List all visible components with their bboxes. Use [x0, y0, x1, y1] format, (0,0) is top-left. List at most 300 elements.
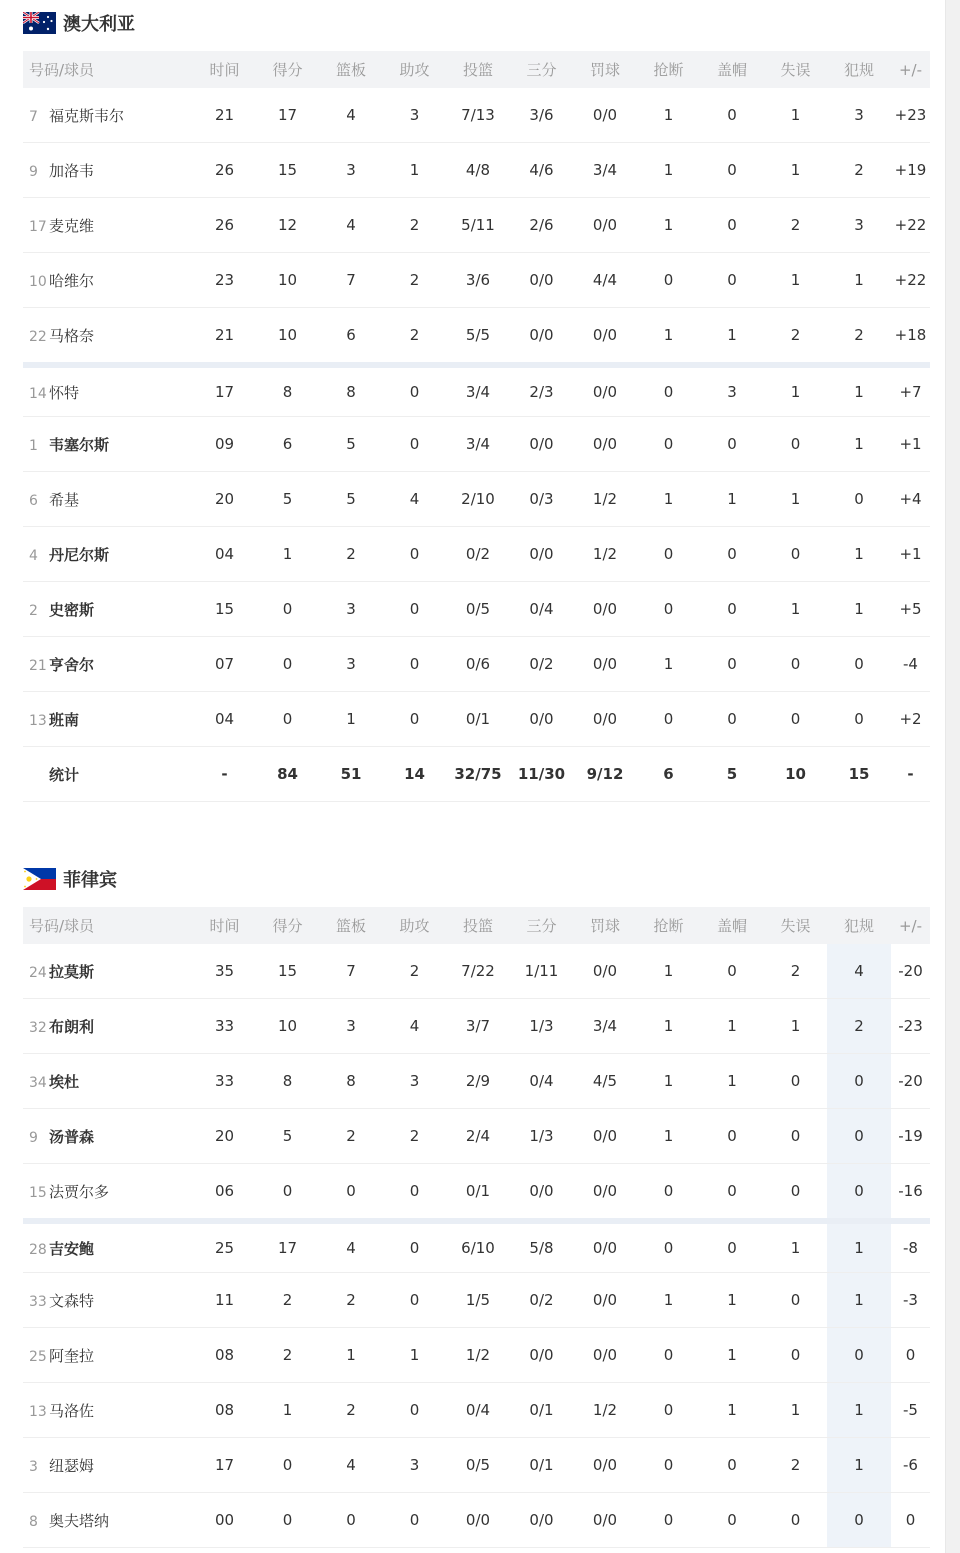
stat-cell: +18 — [891, 308, 930, 366]
stat-cell: 0/4 — [510, 582, 573, 637]
stat-cell: -4 — [891, 637, 930, 692]
total-stat-cell: 84 — [256, 747, 319, 802]
stat-cell: 0/5 — [446, 1438, 510, 1493]
stat-cell: +23 — [891, 88, 930, 143]
stat-cell: 0/0 — [510, 417, 573, 472]
column-header: 抢断 — [637, 907, 700, 944]
stat-cell: 0 — [827, 637, 891, 692]
stat-cell: 0 — [383, 692, 446, 747]
stat-cell: 0 — [383, 1493, 446, 1548]
stat-cell: 0 — [637, 692, 700, 747]
stat-cell: 0 — [827, 1164, 891, 1222]
player-name-link[interactable]: 马格奈 — [49, 326, 95, 345]
stat-cell: 0 — [700, 944, 764, 999]
player-cell — [23, 143, 193, 198]
stat-cell: 35 — [193, 944, 256, 999]
stat-cell: 0 — [891, 1493, 930, 1548]
stat-cell: 6/10 — [446, 1221, 510, 1273]
column-header: 得分 — [256, 51, 319, 88]
stat-cell: 17 — [256, 88, 319, 143]
stat-cell: 1 — [700, 1273, 764, 1328]
stat-cell: 0/1 — [446, 692, 510, 747]
player-row[interactable] — [23, 1438, 930, 1493]
jersey-number: 17 — [29, 218, 47, 235]
player-cell — [23, 1221, 193, 1273]
stat-cell: 0 — [383, 365, 446, 417]
player-name-link[interactable]: 埃杜 — [49, 1072, 80, 1091]
stat-cell: 4/8 — [446, 143, 510, 198]
stat-cell: 0 — [827, 1328, 891, 1383]
stat-cell: 2/3 — [510, 365, 573, 417]
player-name-link[interactable]: 汤普森 — [49, 1127, 95, 1146]
jersey-number: 13 — [29, 712, 47, 729]
stat-cell: -5 — [891, 1383, 930, 1438]
stat-cell: 1 — [700, 308, 764, 366]
stat-cell: 0/0 — [573, 198, 637, 253]
stat-cell: 0 — [383, 527, 446, 582]
stat-cell: 4 — [319, 88, 383, 143]
player-cell — [23, 308, 193, 366]
stat-cell: 2 — [256, 1273, 319, 1328]
stat-cell: 1 — [764, 143, 827, 198]
player-name-link[interactable]: 希基 — [49, 490, 80, 509]
stat-cell: 26 — [193, 198, 256, 253]
player-name-link[interactable]: 奥夫塔纳 — [49, 1511, 110, 1530]
player-row[interactable] — [23, 365, 930, 417]
stat-cell: 0 — [827, 1109, 891, 1164]
stat-cell: 2 — [764, 308, 827, 366]
player-cell — [23, 1273, 193, 1328]
stat-cell: 0/0 — [573, 1109, 637, 1164]
stat-cell: 0 — [700, 637, 764, 692]
stat-cell: 0 — [637, 253, 700, 308]
column-header: 三分 — [510, 51, 573, 88]
stat-cell: 3 — [383, 1054, 446, 1109]
stat-cell: +5 — [891, 582, 930, 637]
stat-cell: 0 — [637, 1221, 700, 1273]
stat-cell: 0 — [383, 637, 446, 692]
stat-cell: 0/0 — [510, 253, 573, 308]
column-header: 犯规 — [827, 51, 891, 88]
player-name-link[interactable]: 哈维尔 — [49, 271, 95, 290]
player-row[interactable] — [23, 88, 930, 143]
stat-cell: 23 — [193, 253, 256, 308]
stat-cell: 0 — [383, 1273, 446, 1328]
player-row[interactable] — [23, 1328, 930, 1383]
stat-cell: -8 — [891, 1221, 930, 1273]
stat-cell: 1 — [637, 198, 700, 253]
stat-cell: 3/4 — [573, 143, 637, 198]
jersey-number: 1 — [29, 437, 38, 454]
stat-cell: 1 — [637, 1054, 700, 1109]
player-name-link[interactable]: 亨舍尔 — [49, 655, 95, 674]
stat-cell: 0 — [319, 1164, 383, 1222]
player-name-link[interactable]: 拉莫斯 — [49, 962, 95, 981]
stat-cell: 3 — [827, 88, 891, 143]
stat-cell: 0 — [256, 1438, 319, 1493]
stat-cell: 6 — [319, 308, 383, 366]
stat-cell: 33 — [193, 1054, 256, 1109]
stat-cell: 1 — [827, 1273, 891, 1328]
player-name-link[interactable]: 加洛韦 — [49, 161, 95, 180]
stat-cell: 3 — [383, 1438, 446, 1493]
stat-cell: 08 — [193, 1328, 256, 1383]
column-header: 篮板 — [319, 907, 383, 944]
stat-cell: 17 — [193, 365, 256, 417]
total-stat-cell: 9/12 — [573, 747, 637, 802]
total-stat-cell: - — [891, 747, 930, 802]
player-name-link[interactable]: 史密斯 — [49, 600, 95, 619]
jersey-number: 3 — [29, 1458, 38, 1475]
stat-cell: 5 — [256, 1109, 319, 1164]
jersey-number: 34 — [29, 1074, 47, 1091]
stat-cell: 0 — [637, 417, 700, 472]
player-cell — [23, 417, 193, 472]
table-header-row — [23, 907, 930, 944]
stat-cell: 0/0 — [510, 308, 573, 366]
player-row[interactable] — [23, 308, 930, 366]
stat-cell: 0 — [700, 1493, 764, 1548]
stat-cell: 0 — [637, 365, 700, 417]
stat-cell: 0 — [637, 1164, 700, 1222]
stat-cell: 1 — [700, 472, 764, 527]
column-header: 三分 — [510, 907, 573, 944]
stat-cell: 0/0 — [510, 692, 573, 747]
stat-cell: 1 — [827, 365, 891, 417]
stat-cell: 5/8 — [510, 1221, 573, 1273]
stat-cell: 0/0 — [573, 365, 637, 417]
player-cell — [23, 472, 193, 527]
total-stat-cell: 32/75 — [446, 747, 510, 802]
stat-cell: 3/4 — [446, 417, 510, 472]
player-cell — [23, 365, 193, 417]
stat-cell: 2 — [827, 999, 891, 1054]
jersey-number: 6 — [29, 492, 38, 509]
stat-cell: 0 — [764, 1054, 827, 1109]
player-row[interactable] — [23, 944, 930, 999]
stat-cell: 0 — [383, 582, 446, 637]
stat-cell: 5 — [256, 472, 319, 527]
stat-cell: 1 — [827, 1221, 891, 1273]
stat-cell: 4 — [319, 1221, 383, 1273]
stat-cell: 4 — [827, 944, 891, 999]
stat-cell: 0/0 — [510, 1328, 573, 1383]
player-row[interactable] — [23, 253, 930, 308]
player-row[interactable] — [23, 692, 930, 747]
stat-cell: 1 — [700, 1383, 764, 1438]
stat-cell: 3 — [319, 637, 383, 692]
player-name-link[interactable]: 韦塞尔斯 — [49, 435, 110, 454]
stat-cell: +7 — [891, 365, 930, 417]
stat-cell: 3 — [700, 365, 764, 417]
stat-cell: 15 — [256, 944, 319, 999]
stat-cell: 0 — [827, 472, 891, 527]
stat-cell: 0/0 — [573, 1164, 637, 1222]
stat-cell: 10 — [256, 308, 319, 366]
player-cell — [23, 1438, 193, 1493]
stat-cell: 0 — [827, 692, 891, 747]
stat-cell: 3 — [319, 582, 383, 637]
stat-cell: 2 — [827, 143, 891, 198]
stat-cell: 1 — [319, 692, 383, 747]
stat-cell: 0 — [700, 527, 764, 582]
player-cell — [23, 692, 193, 747]
stat-cell: 1 — [637, 637, 700, 692]
player-row[interactable] — [23, 472, 930, 527]
stat-cell: +1 — [891, 417, 930, 472]
jersey-number: 4 — [29, 547, 38, 564]
stat-cell: 0 — [700, 1221, 764, 1273]
stat-cell: 0 — [383, 1164, 446, 1222]
stat-cell: -20 — [891, 1054, 930, 1109]
stat-cell: 0 — [891, 1328, 930, 1383]
player-name-link[interactable]: 马洛佐 — [49, 1401, 95, 1420]
stat-cell: 2 — [383, 198, 446, 253]
stat-cell: 1/2 — [573, 527, 637, 582]
stat-cell: 04 — [193, 692, 256, 747]
stat-cell: 2 — [383, 253, 446, 308]
player-name-link[interactable]: 班南 — [49, 710, 80, 729]
player-row[interactable] — [23, 1383, 930, 1438]
player-name-link[interactable]: 阿奎拉 — [49, 1346, 95, 1365]
stat-cell: 0/0 — [573, 1493, 637, 1548]
column-header: 投篮 — [446, 51, 510, 88]
stat-cell: 3 — [827, 198, 891, 253]
stat-cell: 0 — [700, 143, 764, 198]
stat-cell: 10 — [256, 999, 319, 1054]
stat-cell: 4/4 — [573, 253, 637, 308]
player-cell — [23, 944, 193, 999]
stat-cell: 0/0 — [573, 1273, 637, 1328]
stat-cell: 2 — [764, 944, 827, 999]
stat-cell: 7/22 — [446, 944, 510, 999]
jersey-number: 7 — [29, 108, 38, 125]
stat-cell: 1 — [637, 472, 700, 527]
stat-cell: 3/4 — [573, 999, 637, 1054]
stat-cell: 0/0 — [573, 1221, 637, 1273]
player-row[interactable] — [23, 999, 930, 1054]
stat-cell: 2 — [383, 944, 446, 999]
stat-cell: 1 — [764, 365, 827, 417]
stat-cell: -20 — [891, 944, 930, 999]
stat-cell: 0/0 — [510, 527, 573, 582]
player-name-link[interactable]: 文森特 — [49, 1291, 95, 1310]
player-row[interactable] — [23, 582, 930, 637]
stat-cell: +2 — [891, 692, 930, 747]
column-header: 投篮 — [446, 907, 510, 944]
stat-cell: 0/0 — [573, 692, 637, 747]
player-row[interactable] — [23, 1493, 930, 1548]
stat-cell: +4 — [891, 472, 930, 527]
stat-cell: 3/7 — [446, 999, 510, 1054]
stat-cell: 25 — [193, 1221, 256, 1273]
player-cell — [23, 527, 193, 582]
player-name-link[interactable]: 纽瑟姆 — [49, 1456, 95, 1475]
player-name-link[interactable]: 麦克维 — [49, 216, 95, 235]
player-cell — [23, 1109, 193, 1164]
player-row[interactable] — [23, 143, 930, 198]
player-cell — [23, 198, 193, 253]
stat-cell: 0/0 — [446, 1493, 510, 1548]
stat-cell: 0/0 — [573, 637, 637, 692]
stat-cell: 3 — [319, 999, 383, 1054]
stat-cell: 15 — [256, 143, 319, 198]
stat-cell: 0 — [700, 1438, 764, 1493]
stat-cell: 0 — [637, 1383, 700, 1438]
stat-cell: 1 — [637, 1273, 700, 1328]
stat-cell: 2 — [319, 527, 383, 582]
stat-cell: -16 — [891, 1164, 930, 1222]
stat-cell: 0/1 — [510, 1438, 573, 1493]
column-header: 盖帽 — [700, 51, 764, 88]
stat-cell: 0/4 — [446, 1383, 510, 1438]
stat-cell: 17 — [193, 1438, 256, 1493]
player-name-link[interactable]: 布朗利 — [49, 1017, 95, 1036]
player-row[interactable] — [23, 1109, 930, 1164]
stat-cell: 0 — [700, 692, 764, 747]
stat-cell: 1 — [256, 527, 319, 582]
stat-cell: 15 — [193, 582, 256, 637]
stat-cell: 0 — [700, 1164, 764, 1222]
stat-cell: 26 — [193, 143, 256, 198]
jersey-number: 33 — [29, 1293, 47, 1310]
player-row[interactable] — [23, 417, 930, 472]
stat-cell: 0 — [764, 1493, 827, 1548]
stat-cell: +1 — [891, 527, 930, 582]
stat-cell: 21 — [193, 308, 256, 366]
stat-cell: 2 — [383, 308, 446, 366]
player-name-link[interactable]: 怀特 — [49, 383, 80, 402]
total-stat-cell: 11/30 — [510, 747, 573, 802]
player-cell — [23, 1383, 193, 1438]
player-name-link[interactable]: 福克斯韦尔 — [49, 106, 125, 125]
team-header-australia — [23, 10, 135, 36]
stat-cell: 09 — [193, 417, 256, 472]
player-row[interactable] — [23, 1221, 930, 1273]
jersey-number: 25 — [29, 1348, 47, 1365]
stat-cell: 08 — [193, 1383, 256, 1438]
stat-cell: +19 — [891, 143, 930, 198]
column-header: 罚球 — [573, 51, 637, 88]
player-row[interactable] — [23, 1054, 930, 1109]
stat-cell: 4 — [319, 1438, 383, 1493]
player-name-link[interactable]: 吉安鲍 — [49, 1239, 95, 1258]
column-header: 助攻 — [383, 907, 446, 944]
stat-cell: 1 — [764, 582, 827, 637]
jersey-number: 9 — [29, 163, 38, 180]
total-label — [23, 747, 193, 802]
stat-cell: 7 — [319, 253, 383, 308]
stat-cell: +22 — [891, 198, 930, 253]
team-header-philippines — [23, 866, 117, 892]
player-row[interactable] — [23, 198, 930, 253]
stat-cell: 8 — [256, 365, 319, 417]
player-row[interactable] — [23, 1273, 930, 1328]
jersey-number: 28 — [29, 1241, 47, 1258]
stat-cell: 1 — [827, 582, 891, 637]
stat-cell: 1 — [383, 1328, 446, 1383]
jersey-number: 22 — [29, 328, 47, 345]
stat-cell: 1 — [764, 1221, 827, 1273]
stat-cell: 1 — [256, 1383, 319, 1438]
player-cell — [23, 1164, 193, 1222]
stat-cell: 20 — [193, 472, 256, 527]
team-total-row — [23, 747, 930, 802]
stat-cell: 1/5 — [446, 1273, 510, 1328]
stat-cell: 5/5 — [446, 308, 510, 366]
stat-cell: 0 — [700, 417, 764, 472]
player-cell — [23, 88, 193, 143]
stat-cell: 4 — [383, 999, 446, 1054]
stat-cell: 1 — [383, 143, 446, 198]
stat-cell: 0 — [383, 1383, 446, 1438]
stat-cell: 20 — [193, 1109, 256, 1164]
stat-cell: 0 — [764, 417, 827, 472]
player-name-link[interactable]: 法贾尔多 — [49, 1182, 110, 1201]
stat-cell: 0 — [764, 692, 827, 747]
stat-cell: 0 — [637, 1493, 700, 1548]
stat-cell: 10 — [256, 253, 319, 308]
column-header: +/- — [891, 51, 930, 88]
stat-cell: 0/3 — [510, 472, 573, 527]
stat-cell: 2/9 — [446, 1054, 510, 1109]
stat-cell: 33 — [193, 999, 256, 1054]
stat-cell: 11 — [193, 1273, 256, 1328]
player-cell — [23, 999, 193, 1054]
stat-cell: 4 — [383, 472, 446, 527]
stat-cell: 1 — [700, 1054, 764, 1109]
stat-cell: 1 — [637, 88, 700, 143]
column-header: 抢断 — [637, 51, 700, 88]
box-score-table-philippines — [23, 907, 930, 1548]
stat-cell: 00 — [193, 1493, 256, 1548]
stat-cell: 0/5 — [446, 582, 510, 637]
stat-cell: 1 — [700, 999, 764, 1054]
stat-cell: 3/6 — [446, 253, 510, 308]
jersey-number: 9 — [29, 1129, 38, 1146]
stat-cell: -3 — [891, 1273, 930, 1328]
jersey-number: 24 — [29, 964, 47, 981]
stat-cell: 2 — [764, 198, 827, 253]
stat-cell: 1/2 — [446, 1328, 510, 1383]
stat-cell: 04 — [193, 527, 256, 582]
stat-cell: 0 — [256, 692, 319, 747]
stat-cell: 0 — [637, 1438, 700, 1493]
jersey-number: 21 — [29, 657, 47, 674]
stat-cell: 2 — [319, 1383, 383, 1438]
column-header: 号码/球员 — [23, 51, 193, 88]
total-stat-cell: 5 — [700, 747, 764, 802]
column-header: +/- — [891, 907, 930, 944]
stat-cell: 1/3 — [510, 999, 573, 1054]
australia-flag-icon — [23, 12, 56, 34]
player-name-link[interactable]: 丹尼尔斯 — [49, 545, 110, 564]
player-row[interactable] — [23, 637, 930, 692]
box-score-table-australia — [23, 51, 930, 802]
team-name: 菲律宾 — [63, 870, 117, 891]
total-stat-cell: 6 — [637, 747, 700, 802]
player-row[interactable] — [23, 1164, 930, 1222]
player-row[interactable] — [23, 527, 930, 582]
stat-cell: 2/6 — [510, 198, 573, 253]
stat-cell: 21 — [193, 88, 256, 143]
page-scrollbar[interactable] — [945, 0, 960, 1553]
stat-cell: 0 — [700, 582, 764, 637]
stat-cell: 0 — [383, 1221, 446, 1273]
stat-cell: 1 — [637, 143, 700, 198]
stat-cell: 0/0 — [573, 308, 637, 366]
stat-cell: 2 — [383, 1109, 446, 1164]
